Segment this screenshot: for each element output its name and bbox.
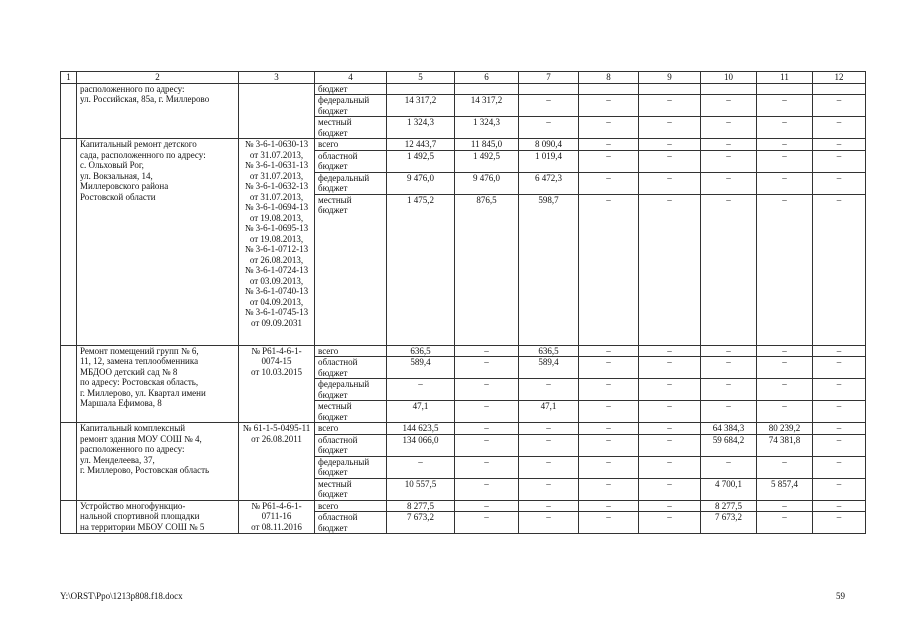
value-cell: 134 066,0	[387, 434, 455, 456]
value-cell: –	[813, 139, 866, 151]
value-cell: –	[639, 95, 701, 117]
funding-source-cell: всего	[315, 139, 387, 151]
value-cell	[519, 83, 579, 95]
value-cell	[757, 83, 813, 95]
value-cell: –	[639, 401, 701, 423]
value-cell: –	[813, 500, 866, 512]
row-index-cell	[61, 139, 77, 346]
value-cell: 1 324,3	[387, 117, 455, 139]
row-index-cell	[61, 83, 77, 139]
value-cell: –	[455, 434, 519, 456]
value-cell: –	[757, 500, 813, 512]
value-cell: –	[639, 117, 701, 139]
value-cell: 64 384,3	[701, 423, 757, 435]
value-cell: –	[639, 512, 701, 534]
value-cell: –	[757, 172, 813, 194]
row-index-cell	[61, 500, 77, 534]
value-cell: –	[579, 95, 639, 117]
value-cell: 11 845,0	[455, 139, 519, 151]
value-cell: –	[701, 95, 757, 117]
value-cell: –	[757, 512, 813, 534]
value-cell: –	[701, 357, 757, 379]
funding-source-cell: местный бюджет	[315, 478, 387, 500]
value-cell: –	[455, 423, 519, 435]
value-cell: –	[519, 478, 579, 500]
object-name-cell: Капитальный комплексный ремонт здания МОУ СОШ № 4, расположенного по адресу: ул. Менделеева, 37, г. Миллерово, Ростовская область	[77, 423, 239, 501]
value-cell: –	[813, 512, 866, 534]
value-cell: 1 492,5	[387, 150, 455, 172]
value-cell: –	[579, 194, 639, 345]
value-cell: 144 623,5	[387, 423, 455, 435]
value-cell: –	[701, 456, 757, 478]
value-cell: –	[639, 139, 701, 151]
value-cell: –	[701, 194, 757, 345]
value-cell: –	[757, 150, 813, 172]
value-cell: 14 317,2	[387, 95, 455, 117]
funding-source-cell: федеральный бюджет	[315, 95, 387, 117]
value-cell: –	[519, 512, 579, 534]
value-cell: 5 857,4	[757, 478, 813, 500]
value-cell: –	[757, 357, 813, 379]
value-cell: –	[455, 478, 519, 500]
value-cell: –	[387, 379, 455, 401]
value-cell: –	[639, 172, 701, 194]
value-cell: –	[639, 456, 701, 478]
value-cell: –	[639, 434, 701, 456]
value-cell: –	[519, 95, 579, 117]
value-cell: –	[813, 478, 866, 500]
column-number: 12	[813, 72, 866, 84]
funding-source-cell: федеральный бюджет	[315, 456, 387, 478]
value-cell: –	[813, 95, 866, 117]
object-name-cell: Ремонт помещений групп № 6, 11, 12, замена теплообменника МБДОО детский сад № 8 по адресу: Ростовская область, г. Миллерово, ул. Квартал имени Маршала Ефимова, 8	[77, 345, 239, 423]
table-row	[61, 83, 866, 95]
value-cell: 10 557,5	[387, 478, 455, 500]
value-cell: –	[701, 117, 757, 139]
object-name-cell: Капитальный ремонт детского сада, расположенного по адресу: с. Ольховый Рог, ул. Вокзальная, 14, Миллеровского района Ростовской области	[77, 139, 239, 346]
value-cell: –	[455, 379, 519, 401]
value-cell: –	[579, 500, 639, 512]
funding-source-cell: федеральный бюджет	[315, 379, 387, 401]
table-row	[61, 345, 866, 357]
value-cell: –	[455, 401, 519, 423]
value-cell: –	[579, 478, 639, 500]
value-cell: 80 239,2	[757, 423, 813, 435]
value-cell: –	[639, 379, 701, 401]
column-number: 4	[315, 72, 387, 84]
value-cell: 4 700,1	[701, 478, 757, 500]
value-cell: 1 475,2	[387, 194, 455, 345]
value-cell: 636,5	[387, 345, 455, 357]
value-cell: –	[519, 500, 579, 512]
value-cell: –	[813, 379, 866, 401]
value-cell: –	[579, 512, 639, 534]
funding-source-cell: бюджет	[315, 83, 387, 95]
value-cell: –	[813, 456, 866, 478]
table-row	[61, 423, 866, 435]
row-index-cell	[61, 345, 77, 423]
document-number-cell: № Р61-4-6-1- 0074-15 от 10.03.2015	[239, 345, 315, 423]
value-cell: 9 476,0	[455, 172, 519, 194]
funding-source-cell: местный бюджет	[315, 194, 387, 345]
row-index-cell	[61, 423, 77, 501]
funding-source-cell: местный бюджет	[315, 401, 387, 423]
value-cell: –	[701, 379, 757, 401]
value-cell: –	[639, 478, 701, 500]
value-cell: 1 324,3	[455, 117, 519, 139]
value-cell: –	[701, 139, 757, 151]
value-cell: –	[813, 423, 866, 435]
column-number-row	[61, 72, 866, 84]
value-cell: –	[579, 434, 639, 456]
value-cell: –	[579, 357, 639, 379]
value-cell: –	[639, 500, 701, 512]
value-cell: 47,1	[387, 401, 455, 423]
value-cell: 6 472,3	[519, 172, 579, 194]
document-number-cell	[239, 83, 315, 139]
value-cell: –	[701, 150, 757, 172]
value-cell: –	[639, 345, 701, 357]
column-number: 2	[77, 72, 239, 84]
value-cell	[639, 83, 701, 95]
value-cell: –	[757, 117, 813, 139]
value-cell: 1 019,4	[519, 150, 579, 172]
value-cell: –	[813, 194, 866, 345]
table-row	[61, 139, 866, 151]
value-cell: –	[579, 117, 639, 139]
column-number: 3	[239, 72, 315, 84]
value-cell: 7 673,2	[701, 512, 757, 534]
value-cell: –	[813, 345, 866, 357]
value-cell: –	[579, 139, 639, 151]
value-cell: –	[757, 139, 813, 151]
value-cell: 8 277,5	[387, 500, 455, 512]
table-row	[61, 500, 866, 512]
value-cell: –	[519, 456, 579, 478]
value-cell: –	[639, 194, 701, 345]
value-cell: 8 277,5	[701, 500, 757, 512]
value-cell: –	[813, 150, 866, 172]
value-cell: –	[813, 117, 866, 139]
value-cell: –	[519, 423, 579, 435]
value-cell: 598,7	[519, 194, 579, 345]
value-cell: –	[757, 194, 813, 345]
page-number: 59	[836, 591, 845, 601]
value-cell: 12 443,7	[387, 139, 455, 151]
funding-source-cell: федеральный бюджет	[315, 172, 387, 194]
value-cell: –	[701, 172, 757, 194]
value-cell	[455, 83, 519, 95]
value-cell: 7 673,2	[387, 512, 455, 534]
funding-source-cell: всего	[315, 500, 387, 512]
value-cell: 74 381,8	[757, 434, 813, 456]
value-cell: 14 317,2	[455, 95, 519, 117]
value-cell: 589,4	[519, 357, 579, 379]
value-cell: –	[757, 401, 813, 423]
object-name-cell: Устройство многофункцио- нальной спортивной площадки на территории МБОУ СОШ № 5	[77, 500, 239, 534]
value-cell: –	[579, 345, 639, 357]
value-cell: –	[579, 379, 639, 401]
value-cell: –	[757, 95, 813, 117]
value-cell: –	[813, 401, 866, 423]
value-cell: –	[455, 345, 519, 357]
value-cell: –	[701, 345, 757, 357]
value-cell: –	[639, 423, 701, 435]
funding-source-cell: местный бюджет	[315, 117, 387, 139]
value-cell: –	[813, 172, 866, 194]
document-number-cell: № 61-1-5-0495-11 от 26.08.2011	[239, 423, 315, 501]
value-cell: –	[519, 117, 579, 139]
value-cell: –	[757, 345, 813, 357]
value-cell: –	[387, 456, 455, 478]
value-cell: –	[757, 456, 813, 478]
value-cell	[579, 83, 639, 95]
column-number: 6	[455, 72, 519, 84]
value-cell: –	[579, 401, 639, 423]
object-name-cell: расположенного по адресу: ул. Российская, 85а, г. Миллерово	[77, 83, 239, 139]
value-cell: –	[757, 379, 813, 401]
funding-source-cell: всего	[315, 345, 387, 357]
column-number: 9	[639, 72, 701, 84]
funding-source-cell: областной бюджет	[315, 434, 387, 456]
value-cell: –	[579, 456, 639, 478]
value-cell: –	[455, 357, 519, 379]
file-path: Y:\ORST\Ppo\1213p808.f18.docx	[60, 591, 183, 601]
value-cell: 47,1	[519, 401, 579, 423]
value-cell: 636,5	[519, 345, 579, 357]
value-cell: 8 090,4	[519, 139, 579, 151]
funding-source-cell: областной бюджет	[315, 512, 387, 534]
value-cell: –	[813, 357, 866, 379]
budget-table	[60, 71, 866, 534]
value-cell: –	[701, 401, 757, 423]
funding-source-cell: областной бюджет	[315, 357, 387, 379]
column-number: 11	[757, 72, 813, 84]
value-cell: 589,4	[387, 357, 455, 379]
funding-source-cell: всего	[315, 423, 387, 435]
value-cell: –	[639, 357, 701, 379]
value-cell: –	[455, 500, 519, 512]
document-number-cell: № 3-6-1-0630-13 от 31.07.2013, № 3-6-1-0631-13 от 31.07.2013, № 3-6-1-0632-13 от 31.07.2013, № 3-6-1-0694-13 от 19.08.2013, № 3-6-1-0695-13 от 19.08.2013, № 3-6-1-0712-13 от 26.08.2013, № 3-6-1-0724-13 от 03.09.2013, № 3-6-1-0740-13 от 04.09.2013, № 3-6-1-0745-13 от 09.09.2031	[239, 139, 315, 346]
document-number-cell: № Р61-4-6-1- 0711-16 от 08.11.2016	[239, 500, 315, 534]
value-cell: –	[519, 379, 579, 401]
value-cell: –	[455, 512, 519, 534]
value-cell: –	[579, 150, 639, 172]
value-cell: 1 492,5	[455, 150, 519, 172]
value-cell: –	[813, 434, 866, 456]
value-cell: –	[639, 150, 701, 172]
value-cell	[813, 83, 866, 95]
value-cell: –	[579, 423, 639, 435]
column-number: 10	[701, 72, 757, 84]
column-number: 1	[61, 72, 77, 84]
funding-source-cell: областной бюджет	[315, 150, 387, 172]
value-cell	[701, 83, 757, 95]
column-number: 8	[579, 72, 639, 84]
value-cell: –	[519, 434, 579, 456]
value-cell: 9 476,0	[387, 172, 455, 194]
column-number: 5	[387, 72, 455, 84]
value-cell: 876,5	[455, 194, 519, 345]
value-cell	[387, 83, 455, 95]
value-cell: 59 684,2	[701, 434, 757, 456]
column-number: 7	[519, 72, 579, 84]
value-cell: –	[455, 456, 519, 478]
value-cell: –	[579, 172, 639, 194]
